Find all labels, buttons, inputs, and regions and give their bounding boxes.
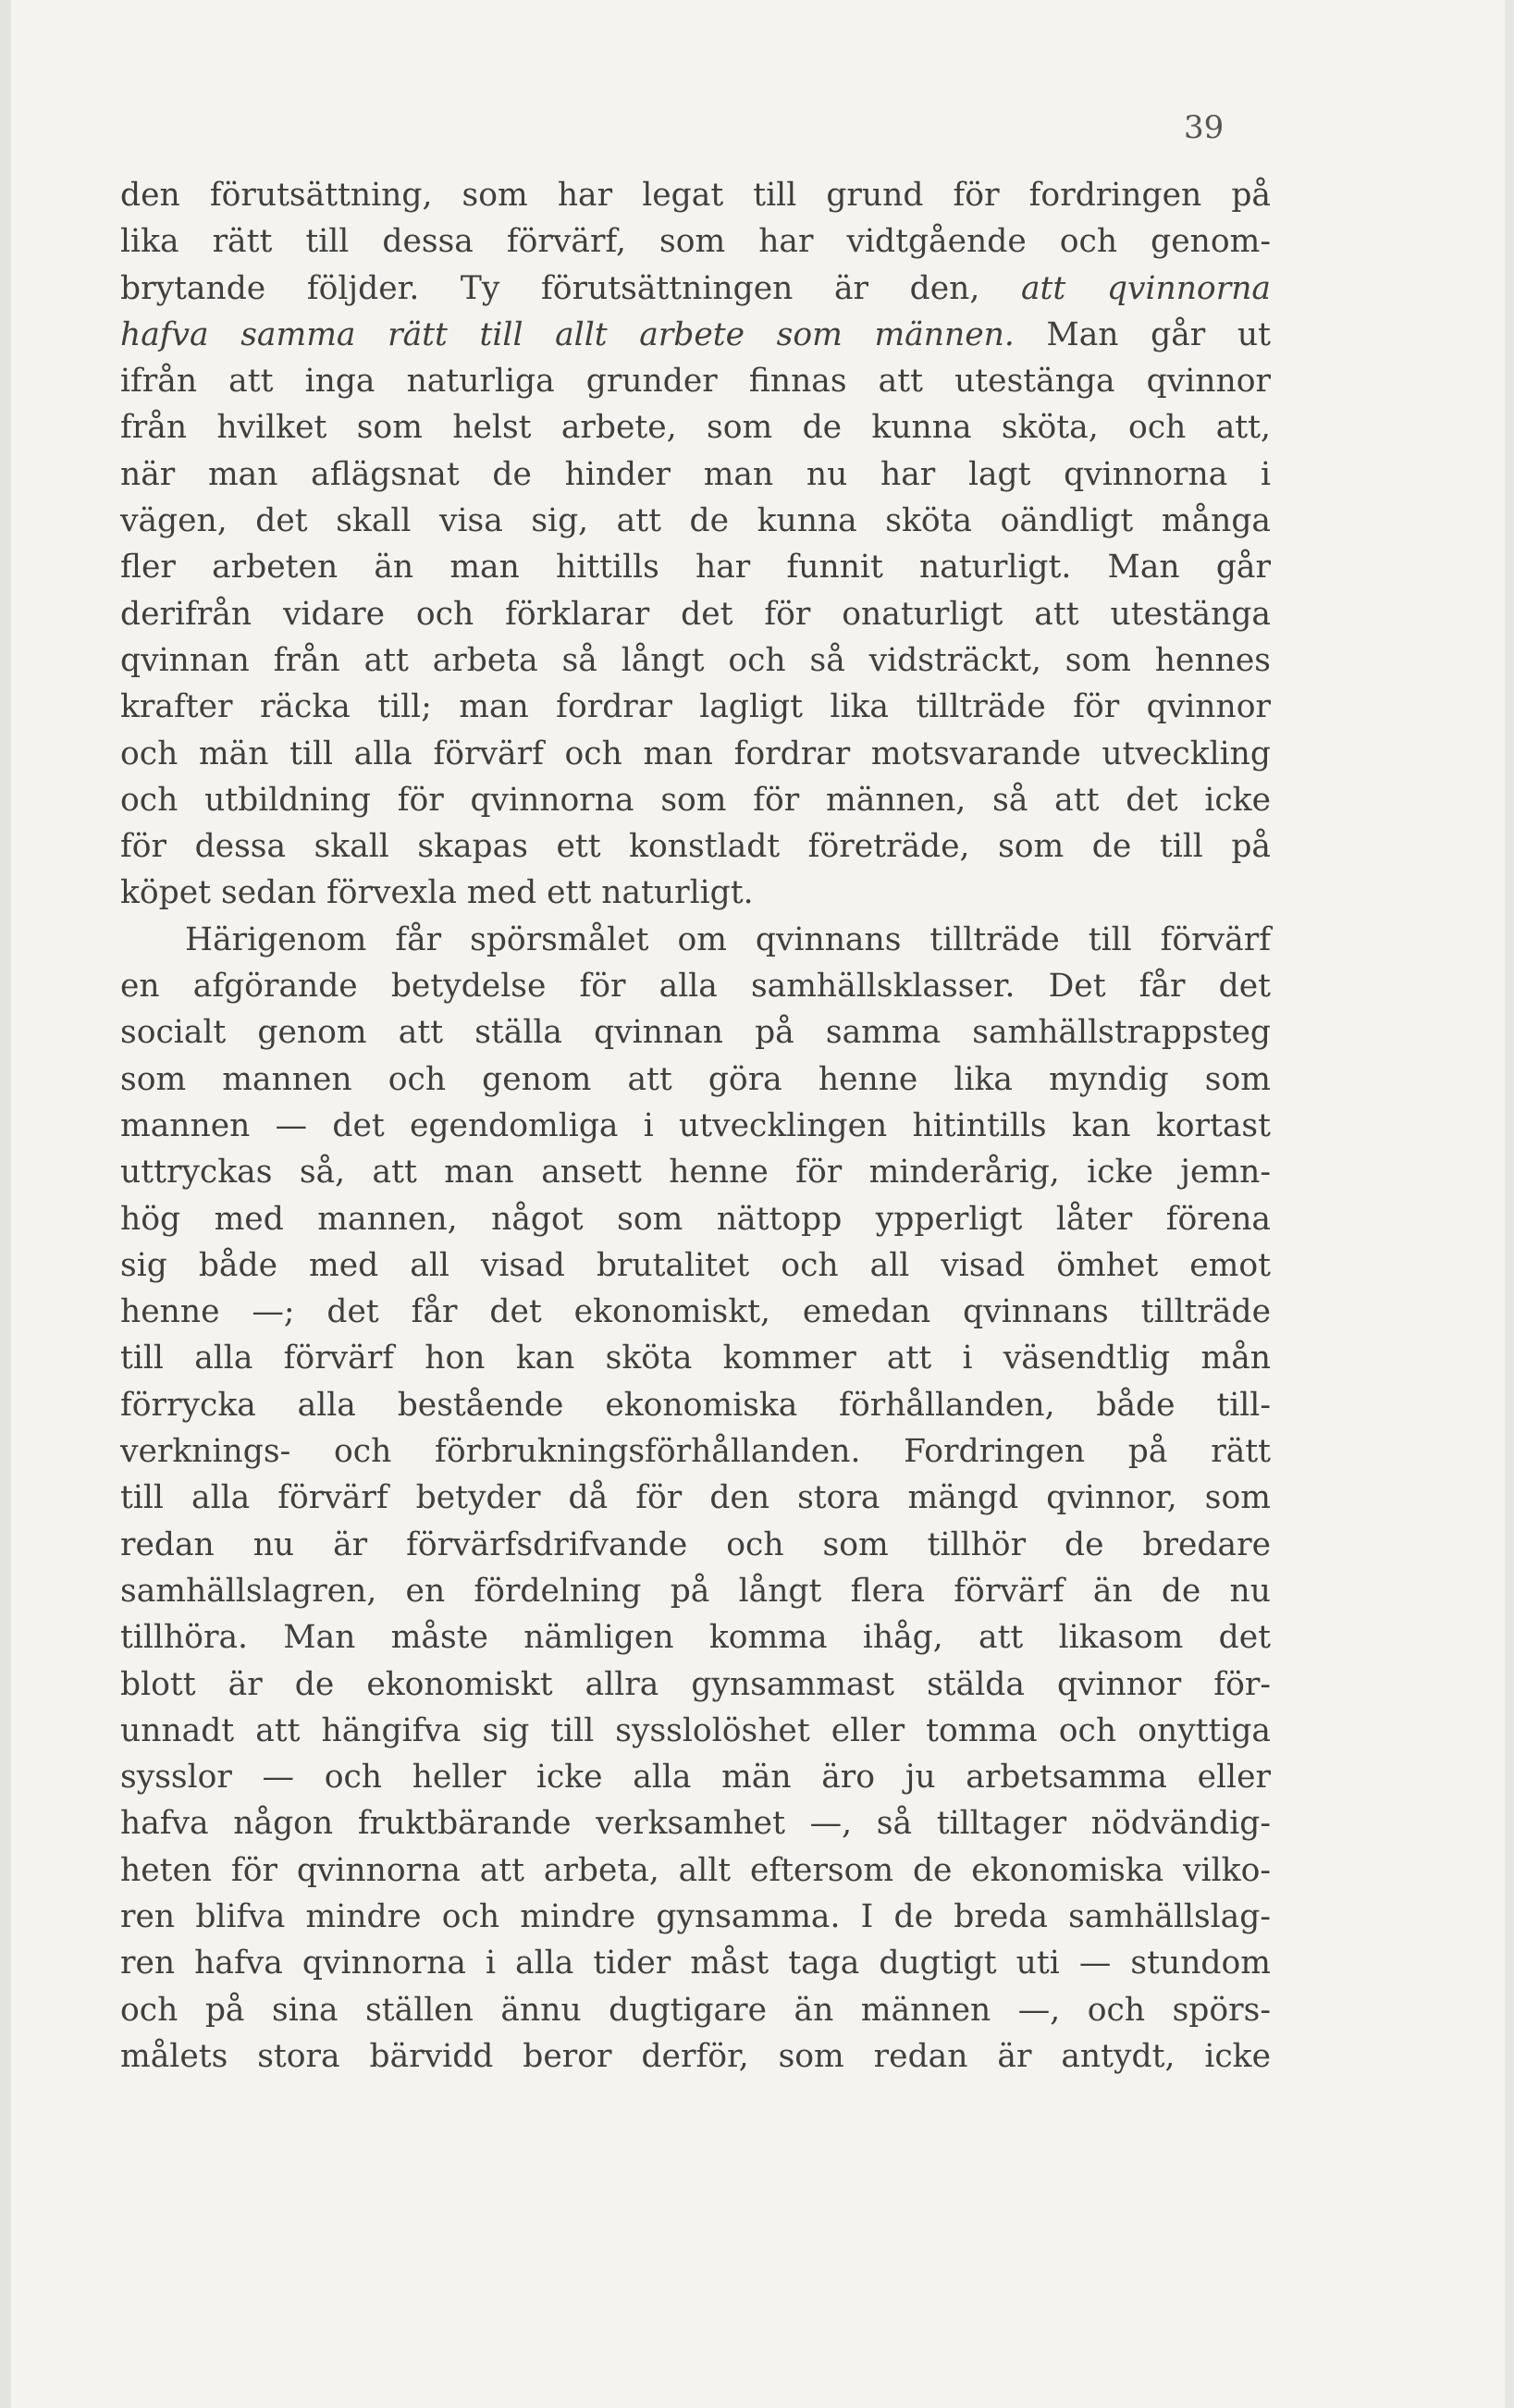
text-line: heten för qvinnorna att arbeta, allt eftersom de ekonomiska vilko-: [120, 1851, 1271, 1889]
text-line: fler arbeten än man hittills har funnit naturligt. Man går: [120, 549, 1271, 587]
text-line: uttryckas så, att man ansett henne för minderårig, icke jemn-: [120, 1154, 1271, 1192]
text-line: köpet sedan förvexla med ett naturligt.: [120, 874, 754, 912]
text-line: [120, 265, 1271, 312]
text-line: en afgörande betydelse för alla samhällsklasser. Det får det: [120, 968, 1271, 1006]
page-number: 39: [1184, 109, 1225, 146]
text-line: till alla förvärf betyder då för den stora mängd qvinnor, som: [120, 1479, 1271, 1517]
text-line: som mannen och genom att göra henne lika myndig som: [120, 1060, 1271, 1098]
text-line: målets stora bärvidd beror derför, som redan är antydt, icke: [120, 2037, 1271, 2075]
text-line: ifrån att inga naturliga grunder finnas att utestänga qvinnor: [120, 363, 1271, 401]
text-line: ren hafva qvinnorna i alla tider måst taga dugtigt uti — stundom: [120, 1945, 1271, 1982]
text-line: till alla förvärf hon kan sköta kommer att i väsendtlig mån: [120, 1340, 1271, 1377]
text-span: Man går ut: [1014, 315, 1271, 353]
text-line: tillhöra. Man måste nämligen komma ihåg, att likasom det: [120, 1619, 1271, 1657]
text-span: brytande följder. Ty förutsättningen är den,: [120, 269, 1021, 307]
text-line: verknings- och förbrukningsförhållanden. Fordringen på rätt: [120, 1433, 1271, 1471]
text-line: hög med mannen, något som nättopp ypperligt låter förena: [120, 1200, 1271, 1238]
text-line: blott är de ekonomiskt allra gynsammast stälda qvinnor för-: [120, 1665, 1271, 1703]
text-line: sig både med all visad brutalitet och all visad ömhet emot: [120, 1246, 1271, 1284]
text-line: lika rätt till dessa förvärf, som har vidtgående och genom-: [120, 223, 1271, 261]
scan-edge-left: [0, 0, 11, 2408]
text-line: derifrån vidare och förklarar det för onaturligt att utestänga: [120, 595, 1271, 633]
text-line: krafter räcka till; man fordrar lagligt lika tillträde för qvinnor: [120, 688, 1271, 726]
text-line: unnadt att hängifva sig till sysslolöshet eller tomma och onyttiga: [120, 1711, 1271, 1749]
text-line: [120, 312, 1271, 358]
scan-edge-right: [1505, 0, 1514, 2408]
text-line: redan nu är förvärfsdrifvande och som tillhör de bredare: [120, 1525, 1271, 1563]
text-line: och utbildning för qvinnorna som för männen, så att det icke: [120, 781, 1271, 819]
text-line: Härigenom får spörsmålet om qvinnans tillträde till förvärf: [185, 920, 1271, 958]
text-line: hafva någon fruktbärande verksamhet —, så tilltager nödvändig-: [120, 1805, 1271, 1843]
text-line: sysslor — och heller icke alla män äro ju arbetsamma eller: [120, 1759, 1271, 1797]
text-line: samhällslagren, en fördelning på långt flera förvärf än de nu: [120, 1572, 1271, 1610]
body-text: [120, 172, 1271, 2080]
text-line: från hvilket som helst arbete, som de kunna sköta, och att,: [120, 409, 1271, 447]
text-line: den förutsättning, som har legat till grund för fordringen på: [120, 177, 1271, 214]
emphasis-span: att qvinnorna: [1020, 269, 1271, 307]
text-line: ren blifva mindre och mindre gynsamma. I de breda samhällslag-: [120, 1897, 1271, 1935]
text-line: för dessa skall skapas ett konstladt företräde, som de till på: [120, 828, 1271, 866]
text-line: och män till alla förvärf och man fordrar motsvarande utveckling: [120, 735, 1271, 772]
text-line: och på sina ställen ännu dugtigare än männen —, och spörs-: [120, 1991, 1271, 2029]
text-line: socialt genom att ställa qvinnan på samma samhällstrappsteg: [120, 1014, 1271, 1052]
emphasis-span: hafva samma rätt till allt arbete som männen.: [120, 315, 1015, 353]
text-line: qvinnan från att arbeta så långt och så vidsträckt, som hennes: [120, 641, 1271, 679]
text-line: vägen, det skall visa sig, att de kunna sköta oändligt många: [120, 502, 1271, 540]
text-line: henne —; det får det ekonomiskt, emedan qvinnans tillträde: [120, 1293, 1271, 1331]
text-line: mannen — det egendomliga i utvecklingen hitintills kan kortast: [120, 1106, 1271, 1144]
text-line: när man aflägsnat de hinder man nu har lagt qvinnorna i: [120, 455, 1271, 493]
text-line: förrycka alla bestående ekonomiska förhållanden, både till-: [120, 1386, 1271, 1424]
